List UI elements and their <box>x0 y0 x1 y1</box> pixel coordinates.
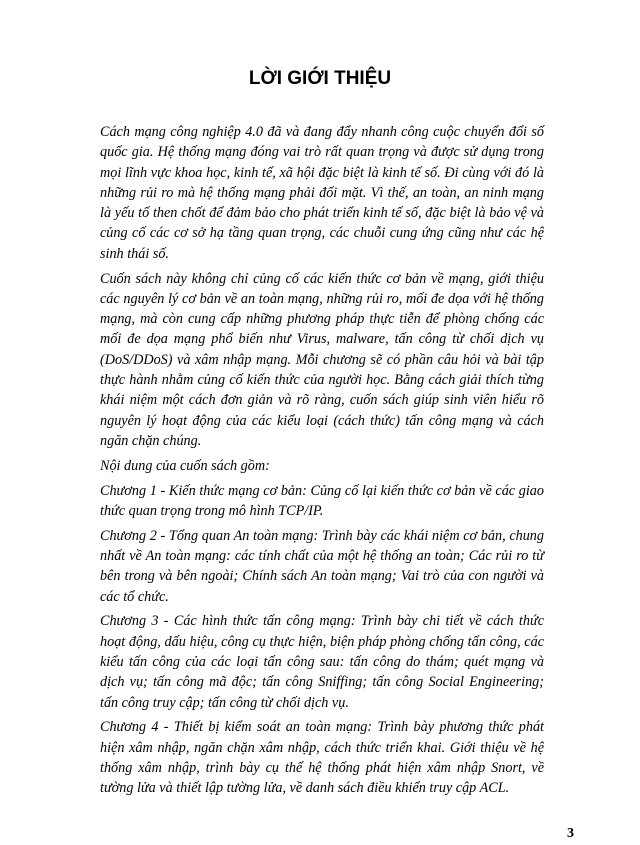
paragraph-book-overview: Cuốn sách này không chỉ củng cố các kiến thức cơ bản về mạng, giới thiệu các nguyên lý cơ bản về an toàn mạng, những rủi ro, mối đe dọa với hệ thống mạng, mà còn cung cấp những phương pháp thực tiễn để phòng chống các mối đe dọa mạng phổ biến như Virus, malware, tấn công từ chối dịch vụ (DoS/DDoS) và xâm nhập mạng. Mỗi chương sẽ có phần câu hỏi và bài tập thực hành nhằm củng cố kiến thức của người học. Bằng cách giải thích từng khái niệm một cách đơn giản và rõ ràng, cuốn sách giúp sinh viên hiểu rõ nguyên lý hoạt động của các kiểu loại (cách thức) tấn công mạng và cách ngăn chặn chúng. <box>100 270 544 449</box>
paragraph-chapter-2: Chương 2 - Tổng quan An toàn mạng: Trình bày các khái niệm cơ bản, chung nhất về An toàn mạng: các tính chất của một hệ thống an toàn; Các rủi ro từ bên trong và bên ngoài; Chính sách An toàn mạng; Vai trò của con người và các tổ chức. <box>100 527 544 605</box>
paragraph-intro: Cách mạng công nghiệp 4.0 đã và đang đẩy nhanh công cuộc chuyển đổi số quốc gia. Hệ thống mạng đóng vai trò rất quan trọng và được sử dụng trong mọi lĩnh vực khoa học, kinh tế, xã hội đặc biệt là kinh tế số. Đi cùng với đó là những rủi ro mà hệ thống mạng phải đối mặt. Vì thế, an toàn, an ninh mạng là yếu tố then chốt để đảm bảo cho phát triển kinh tế số, đặc biệt là bảo vệ và củng cố các cơ sở hạ tầng quan trọng, các chuỗi cung ứng cũng như các hệ sinh thái số. <box>100 124 544 262</box>
page-number: 3 <box>567 826 574 841</box>
paragraph-chapter-1: Chương 1 - Kiến thức mạng cơ bản: Củng cố lại kiến thức cơ bản về các giao thức quan trọng trong mô hình TCP/IP. <box>100 482 544 519</box>
paragraph-chapter-3: Chương 3 - Các hình thức tấn công mạng: Trình bày chi tiết về cách thức hoạt động, dấu hiệu, công cụ thực hiện, biện pháp phòng chống tấn công, các kiểu tấn công của các loại tấn công sau: tấn công do thám; quét mạng và dịch vụ; tấn công mã độc; tấn công Sniffing; tấn công Social Engineering; tấn công truy cập; tấn công từ chối dịch vụ. <box>100 613 544 711</box>
page-title: LỜI GIỚI THIỆU <box>248 68 392 89</box>
body-text <box>100 122 544 803</box>
paragraph-chapter-4: Chương 4 - Thiết bị kiểm soát an toàn mạng: Trình bày phương thức phát hiện xâm nhập, ngăn chặn xâm nhập, cách thức triển khai. Giới thiệu về hệ thống xâm nhập, trình bày cụ thể hệ thống phát hiện xâm nhập Snort, về tường lửa và thiết lập tường lửa, về danh sách điều khiển truy cập ACL. <box>100 719 544 797</box>
paragraph-contents-heading: Nội dung của cuốn sách gồm: <box>100 457 270 474</box>
